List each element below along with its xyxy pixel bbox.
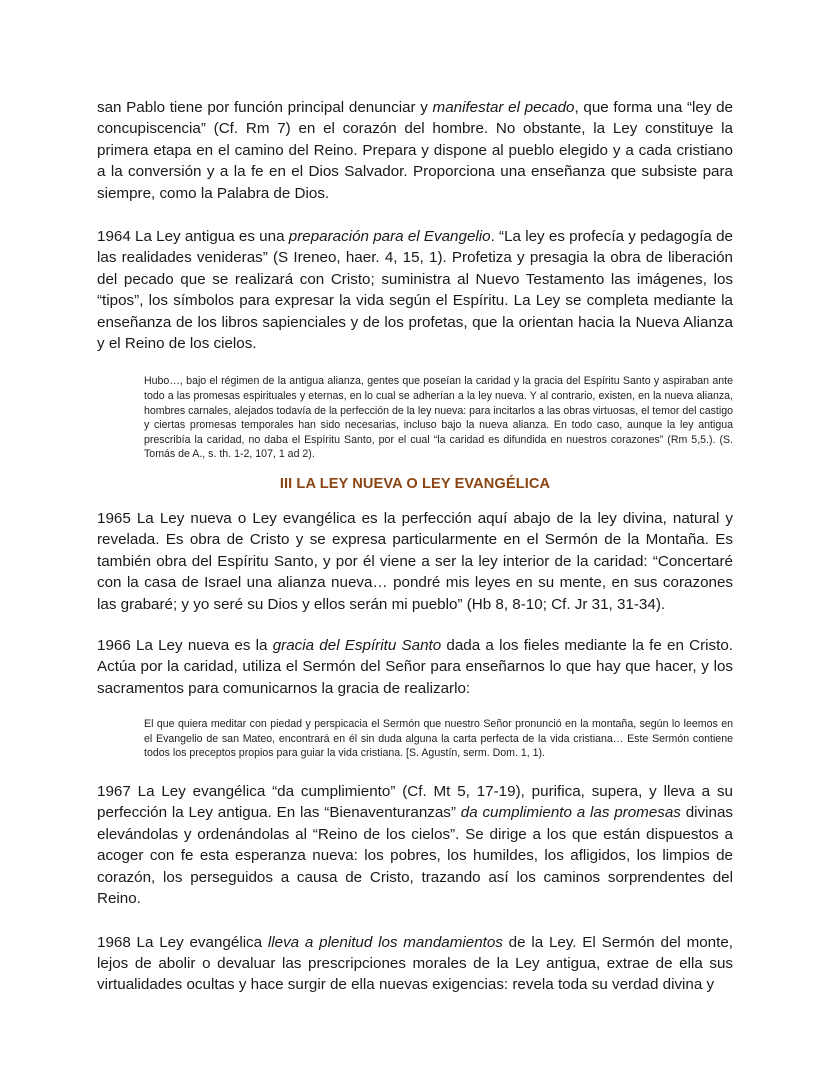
text: dada a los fieles mediante la fe en Cristo. Actúa por la caridad, utiliza el Sermón del Señor para enseñarnos lo que hay que hacer, y los sacramentos para comunicarnos la gracia de realizarlo: (97, 637, 733, 697)
text: . “La ley es profecía y pedagogía de las realidades venideras” (S Ireneo, haer. 4, 15, 1). Profetiza y presagia la obra de liberación del pecado que se realizará con Cristo; suministra al Nuevo Testamento las imágenes, los “tipos”, los símbolos para expresar la vida según el Espíritu. La Ley se completa mediante la enseñanza de los libros sapienciales y de los profetas, que la orientan hacia la Nueva Alianza y el Reino de los cielos. (97, 228, 733, 353)
paragraph-1966 (97, 635, 733, 699)
text: de la Ley. El Sermón del monte, lejos de abolir o devaluar las prescripciones morales de la Ley antigua, extrae de ella sus virtualidades ocultas y hace surgir de ella nuevas exigencias: revela toda su verdad divina y (97, 933, 733, 994)
emphasis: gracia del Espíritu Santo (272, 637, 442, 655)
text: 1964 La Ley antigua es una (97, 228, 289, 246)
paragraph-1964 (97, 226, 733, 354)
document-page (97, 97, 733, 996)
paragraph-intro (97, 97, 733, 204)
emphasis: manifestar el pecado (432, 99, 575, 116)
emphasis: da cumplimiento a las promesas (460, 804, 681, 822)
quote-aquinas: Hubo…, bajo el régimen de la antigua alianza, gentes que poseían la caridad y la gracia del Espíritu Santo y aspiraban ante todo a las promesas espirituales y eternas, en lo cual se adherían a la ley nueva. Y al contrario, existen, en la nueva alianza, hombres carnales, alejados todavía de la perfección de la ley nueva: para incitarlos a las obras virtuosas, el temor del castigo y ciertas promesas temporales han sido necesarias, incluso bajo la nueva alianza. En todo caso, aunque la ley antigua prescribía la caridad, no daba el Espíritu Santo, por el cual “la caridad es difundida en nuestros corazones” (Rm 5,5.). (S. Tomás de A., s. th. 1-2, 107, 1 ad 2). (144, 375, 733, 461)
text: san Pablo tiene por función principal denunciar y (97, 99, 433, 116)
text: 1966 La Ley nueva es la (97, 637, 273, 655)
text: 1967 La Ley evangélica “da cumplimiento” (Cf. Mt 5, 17-19), purifica, supera, y lleva a su perfección la Ley antigua. En las “Bienaventuranzas” (97, 783, 733, 822)
emphasis: lleva a plenitud los mandamientos (267, 933, 503, 951)
paragraph-1967 (97, 781, 733, 909)
quote-augustine: El que quiera meditar con piedad y perspicacia el Sermón que nuestro Señor pronunció en la montaña, según lo leemos en el Evangelio de san Mateo, encontrará en él sin duda alguna la carta perfecta de la vida cristiana… Este Sermón contiene todos los preceptos propios para guiar la vida cristiana. [S. Agustín, serm. Dom. 1, 1). (144, 718, 733, 760)
text: 1968 La Ley evangélica (97, 933, 268, 951)
section-heading: III LA LEY NUEVA O LEY EVANGÉLICA (279, 476, 551, 493)
emphasis: preparación para el Evangelio (288, 228, 491, 246)
paragraph-1968 (97, 932, 733, 996)
text: , que forma una “ley de concupiscencia” (Cf. Rm 7) en el corazón del hombre. No obstante, la Ley constituye la primera etapa en el camino del Reino. Prepara y dispone al pueblo elegido y a cada cristiano a la conversión y a la fe en el Dios Salvador. Proporciona una enseñanza que subsiste para siempre, como la Palabra de Dios. (97, 99, 734, 202)
paragraph-1965: 1965 La Ley nueva o Ley evangélica es la perfección aquí abajo de la ley divina, natural y revelada. Es obra de Cristo y se expresa particularmente en el Sermón de la Montaña. Es también obra del Espíritu Santo, y por él viene a ser la ley interior de la caridad: “Concertaré con la casa de Israel una alianza nueva… pondré mis leyes en su mente, en sus corazones las grabaré; y yo seré su Dios y ellos serán mi pueblo” (Hb 8, 8-10; Cf. Jr 31, 31-34). (97, 510, 733, 613)
text: divinas elevándolas y ordenándolas al “Reino de los cielos”. Se dirige a los que están dispuestos a acoger con fe esta esperanza nueva: los pobres, los humildes, los afligidos, los limpios de corazón, los perseguidos a causa de Cristo, trazando así los caminos sorprendentes del Reino. (97, 804, 733, 908)
